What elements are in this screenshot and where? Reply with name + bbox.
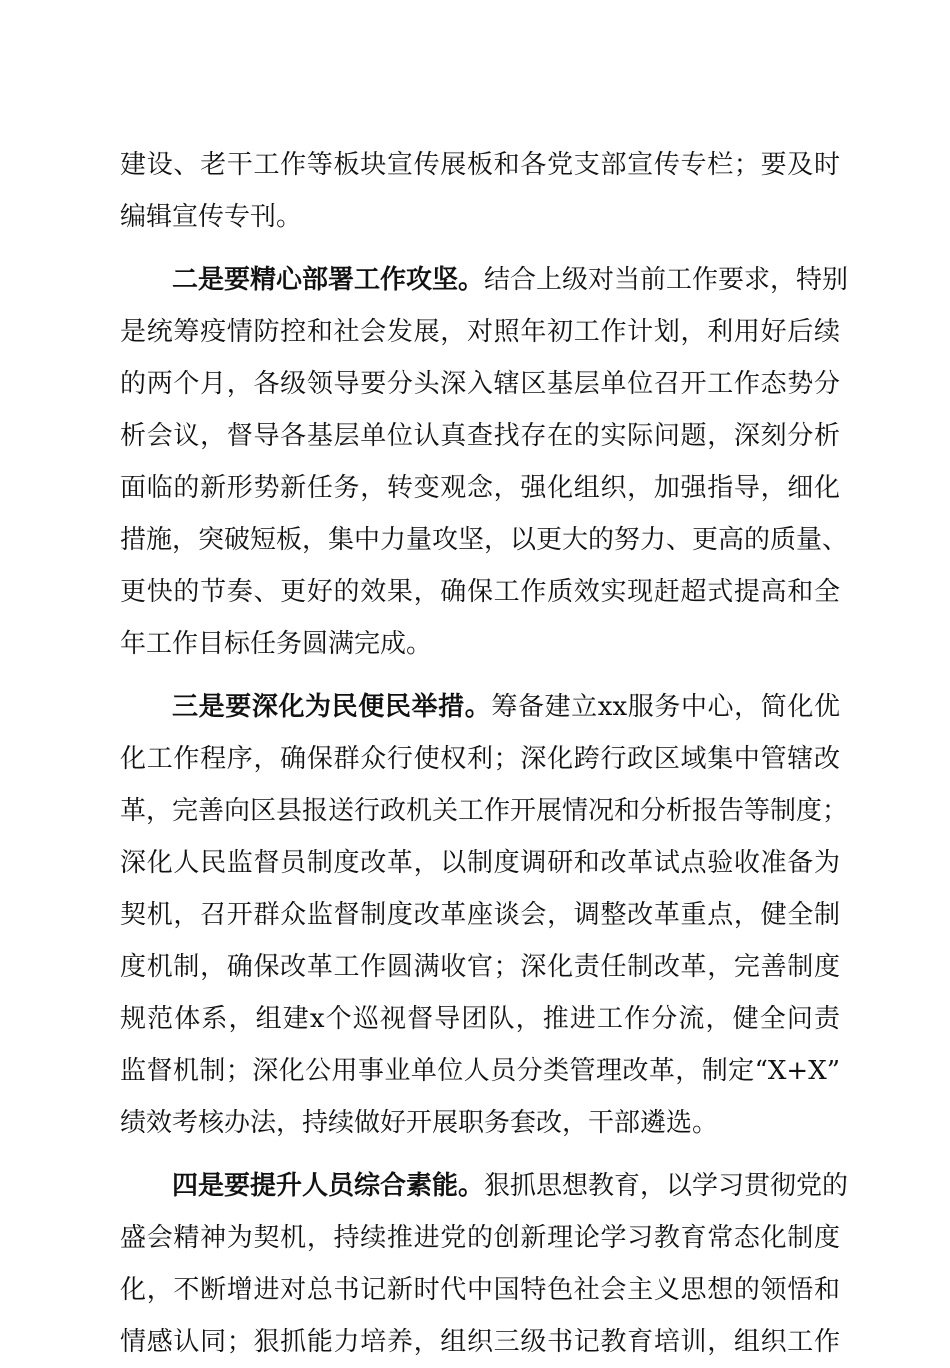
text-line: 绩效考核办法，持续做好开展职务套改，干部遴选。 xyxy=(120,1108,719,1138)
text-line: 度机制，确保改革工作圆满收官；深化责任制改革，完善制度 xyxy=(120,952,840,982)
paragraph-3 xyxy=(120,681,849,1149)
text-line: 面临的新形势新任务，转变观念，强化组织，加强指导，细化 xyxy=(120,473,840,503)
text-line: 革，完善向区县报送行政机关工作开展情况和分析报告等制度； xyxy=(120,796,849,826)
text-line: 是统筹疫情防控和社会发展，对照年初工作计划，利用好后续 xyxy=(120,317,840,347)
text-line: 编辑宣传专刊。 xyxy=(120,202,303,232)
paragraph-1 xyxy=(120,139,840,243)
paragraph-heading: 三是要深化为民便民举措。 xyxy=(172,692,492,722)
text-line: 的两个月，各级领导要分头深入辖区基层单位召开工作态势分 xyxy=(120,369,840,399)
text-segment: 狠抓思想教育，以学习贯彻党的 xyxy=(484,1171,849,1201)
text-line xyxy=(120,681,840,733)
text-line xyxy=(120,254,849,306)
paragraph-4 xyxy=(120,1160,849,1368)
text-line: 监督机制；深化公用事业单位人员分类管理改革，制定“X+X” xyxy=(120,1056,840,1086)
text-line: 更快的节奏、更好的效果，确保工作质效实现赶超式提高和全 xyxy=(120,577,840,607)
text-line: 契机，召开群众监督制度改革座谈会，调整改革重点，健全制 xyxy=(120,900,840,930)
text-segment: 筹备建立xx服务中心，简化优 xyxy=(491,692,840,722)
text-line: 深化人民监督员制度改革，以制度调研和改革试点验收准备为 xyxy=(120,848,840,878)
text-segment: 结合上级对当前工作要求，特别 xyxy=(484,265,849,295)
text-line: 析会议，督导各基层单位认真查找存在的实际问题，深刻分析 xyxy=(120,421,840,451)
body-text xyxy=(120,139,849,1368)
paragraph-heading: 二是要精心部署工作攻坚。 xyxy=(172,265,485,295)
text-line: 措施，突破短板，集中力量攻坚，以更大的努力、更高的质量、 xyxy=(120,525,849,555)
text-line: 盛会精神为契机，持续推进党的创新理论学习教育常态化制度 xyxy=(120,1223,840,1253)
text-line: 化工作程序，确保群众行使权利；深化跨行政区域集中管辖改 xyxy=(120,744,840,774)
text-line: 化，不断增进对总书记新时代中国特色社会主义思想的领悟和 xyxy=(120,1275,840,1305)
text-line: 建设、老干工作等板块宣传展板和各党支部宣传专栏；要及时 xyxy=(120,150,840,180)
text-line: 年工作目标任务圆满完成。 xyxy=(120,629,433,659)
paragraph-2 xyxy=(120,254,849,670)
text-line: 规范体系，组建x个巡视督导团队，推进工作分流，健全问责 xyxy=(120,1004,840,1034)
text-line: 情感认同；狠抓能力培养，组织三级书记教育培训，组织工作 xyxy=(120,1327,840,1357)
text-line xyxy=(120,1160,849,1212)
paragraph-heading: 四是要提升人员综合素能。 xyxy=(172,1171,485,1201)
